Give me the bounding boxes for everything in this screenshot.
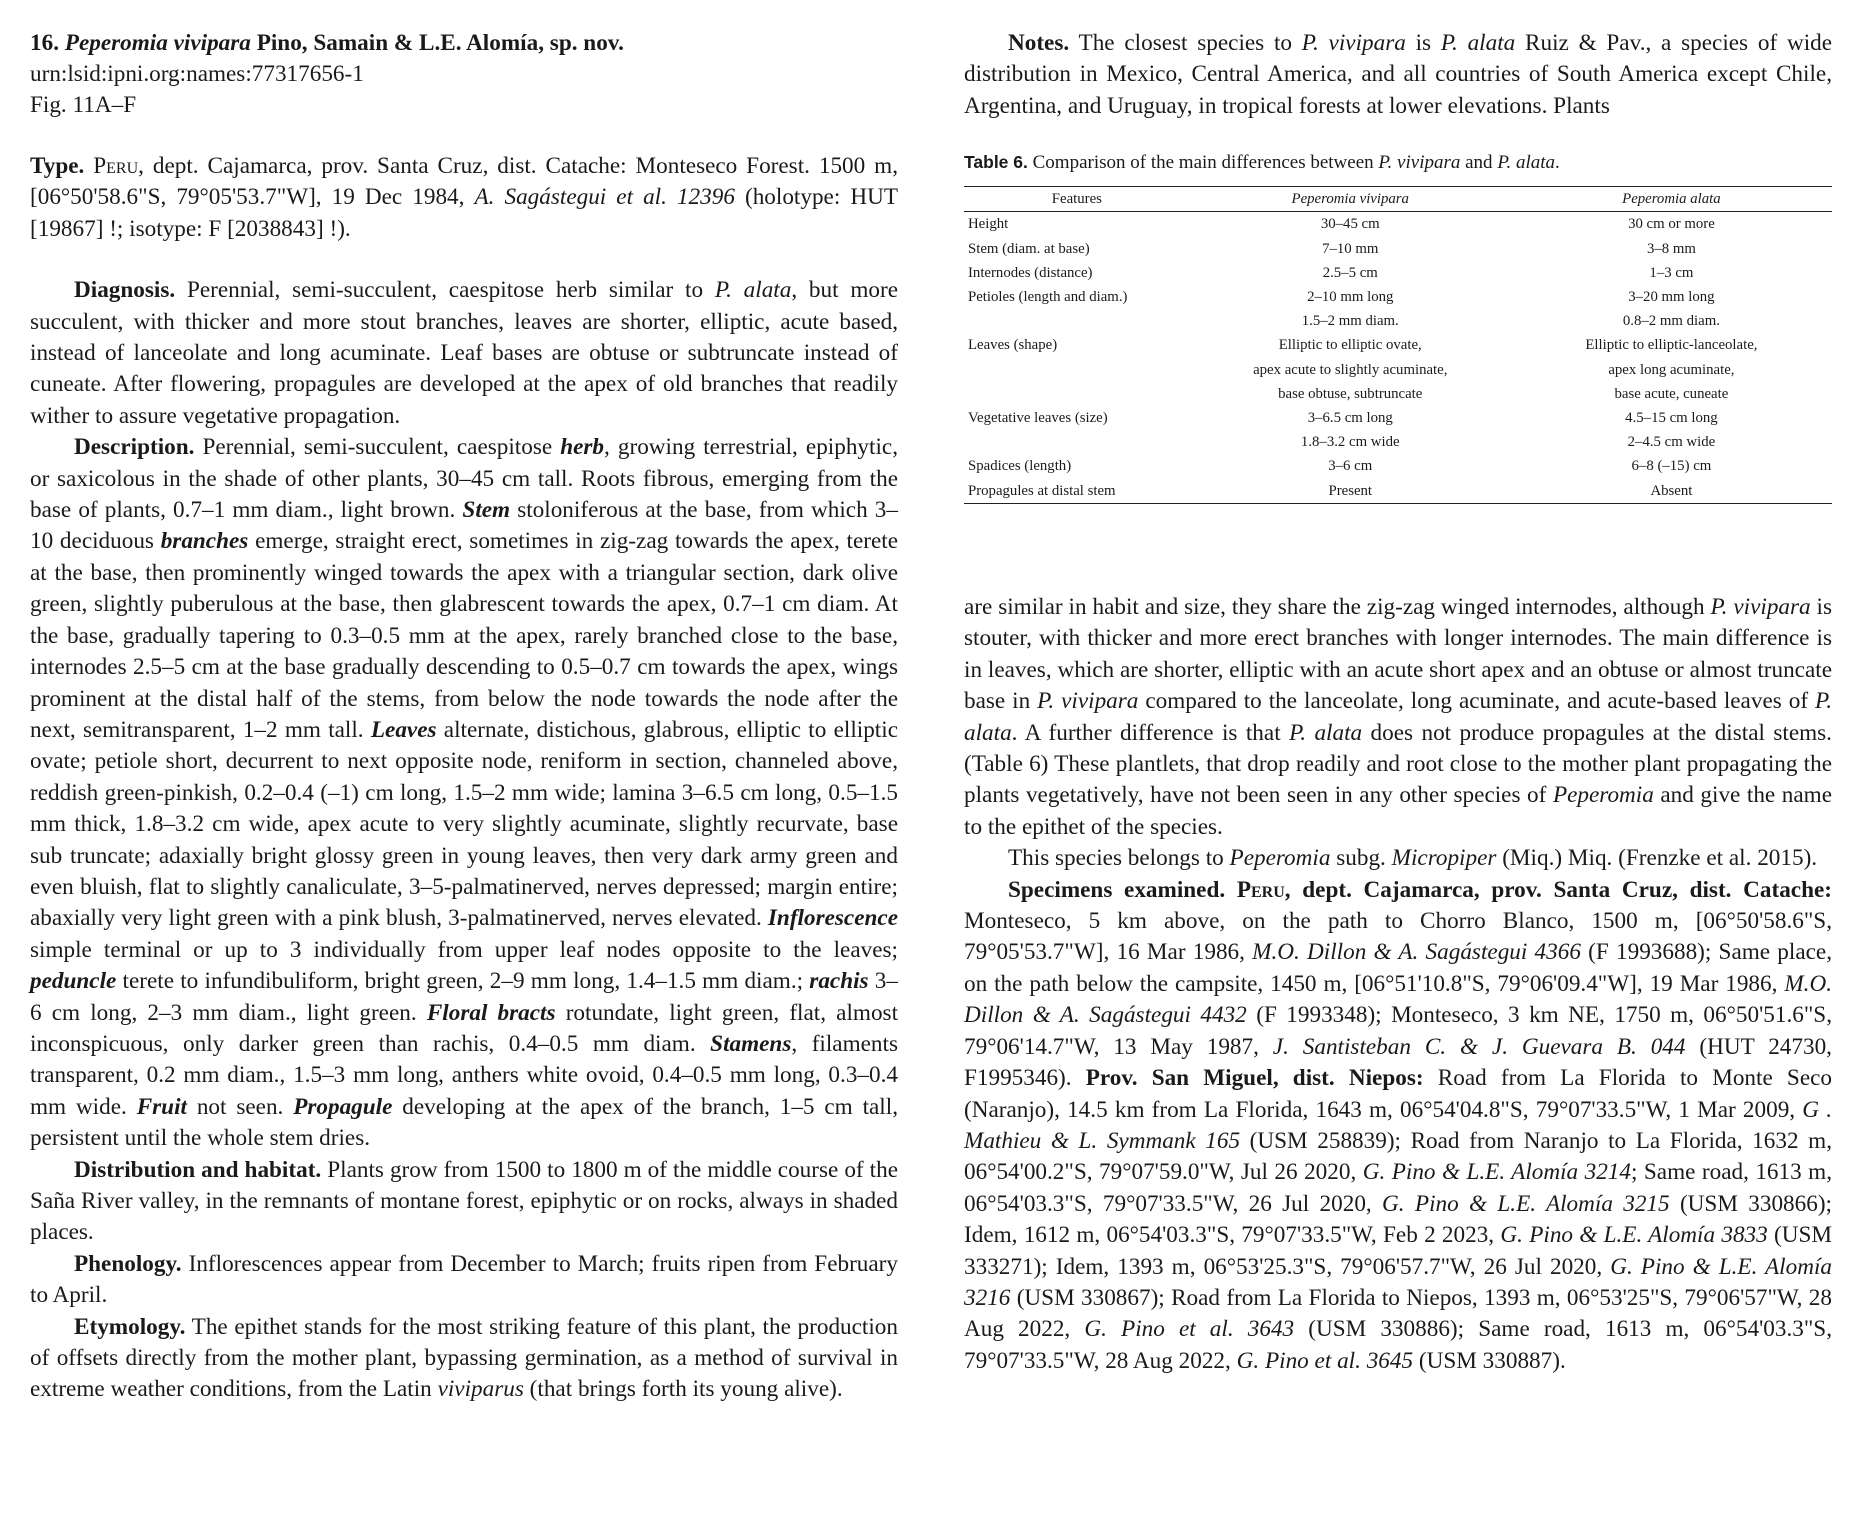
figure-reference: Fig. 11A–F [30, 92, 137, 118]
collector: G. Pino & L.E. Alomía 3214 [1362, 1159, 1631, 1186]
table-cell-feature: Height [968, 216, 1009, 233]
species-ref: P. vivipara [1378, 152, 1461, 174]
table-cell-vivipara: 2.5–5 cm [1322, 264, 1378, 281]
right-body [964, 592, 1832, 1377]
specimens-country: Peru [1236, 876, 1285, 903]
term-propagule: Propagule [293, 1093, 393, 1120]
table-row [964, 382, 1832, 406]
caption-text: and [1460, 152, 1498, 174]
term-leaves: Leaves [370, 716, 437, 743]
table-header-row [964, 187, 1832, 212]
species-ref: P. alata [714, 277, 792, 304]
collector: G. Pino & L.E. Alomía 3215 [1382, 1190, 1670, 1217]
table-body [964, 212, 1832, 503]
table-cell-feature: Stem (diam. at base) [968, 240, 1090, 257]
table-cell-alata: 6–8 (–15) cm [1631, 458, 1712, 475]
collector: G. Pino et al. 3643 [1084, 1316, 1295, 1343]
species-authors: Pino, Samain & L.E. Alomía, sp. nov. [256, 30, 624, 56]
table-row [964, 430, 1832, 454]
specimens-paragraph [964, 875, 1832, 1378]
table-row [964, 309, 1832, 333]
table-cell-vivipara: 7–10 mm [1322, 240, 1379, 257]
notes-paragraph [964, 28, 1832, 122]
caption-text: . [1555, 152, 1560, 174]
genus-ref: Peperomia [1552, 782, 1654, 809]
distribution-label: Distribution and habitat. [74, 1156, 322, 1183]
specimens-text: (USM 333271); Idem, 1393 m, 06°53'25.3"S, 79°06'57.7"W, 26 Jul 2020, [964, 1222, 1832, 1280]
table-row [964, 358, 1832, 382]
description-text: Perennial, semi-succulent, caespitose [194, 434, 561, 461]
notes-continued-paragraph [964, 592, 1832, 843]
table-row [964, 285, 1832, 309]
description-label: Description. [74, 434, 195, 461]
term-rachis: rachis [809, 968, 869, 995]
phenology-label: Phenology. [74, 1250, 182, 1277]
table-cell-feature: Internodes (distance) [968, 264, 1093, 281]
table-cell-feature [964, 358, 1190, 382]
specimens-text: (USM 258839); Road from Naranjo to La Florida, 1632 m, 06°54'00.2"S, 79°07'59.0"W, Jul 26 2020, [964, 1127, 1832, 1186]
table-cell-vivipara: 30–45 cm [1320, 216, 1380, 233]
table-cell-alata: 1–3 cm [1649, 264, 1694, 281]
table-cell-vivipara: 1.5–2 mm diam. [1301, 313, 1399, 330]
term-inflorescence: Inflorescence [767, 905, 898, 932]
table-cell-feature: Spadices (length) [968, 458, 1072, 475]
table-cell-alata: Absent [1511, 479, 1832, 504]
table-cell-alata: 0.8–2 mm diam. [1622, 313, 1720, 330]
table-cell-vivipara: 3–6 cm [1328, 458, 1373, 475]
table-cell-vivipara: Elliptic to elliptic ovate, [1278, 337, 1422, 354]
table-cell-feature [964, 430, 1190, 454]
latin-term: viviparus [437, 1376, 524, 1403]
diagnosis-label: Diagnosis. [74, 277, 176, 304]
type-collector: A. Sagástegui et al. 12396 [474, 184, 735, 211]
table-cell-alata: 4.5–15 cm long [1625, 410, 1718, 427]
term-fruit: Fruit [136, 1093, 187, 1120]
specimens-text: (USM 330866); Idem, 1612 m, 06°54'03.3"S, 79°07'33.5"W, Feb 2 2023, [964, 1190, 1832, 1249]
collector: J. Santisteban C. & J. Guevara B. 044 [1272, 1033, 1686, 1060]
header-alata: Peperomia alata [1511, 187, 1832, 212]
table-row [964, 406, 1832, 430]
table-cell-vivipara: 3–6.5 cm long [1307, 410, 1393, 427]
etymology-text: (that brings forth its young alive). [523, 1376, 843, 1403]
description-text: 3–6 cm long, 2–3 mm diam., light green. [30, 968, 898, 1026]
header-features: Features [964, 187, 1190, 212]
type-text: , dept. Cajamarca, prov. Santa Cruz, dist. Catache: Monteseco Forest. 1500 m, [06°50'58.6"S, 79°05'53.7"W], 19 Dec 1984, [30, 153, 898, 211]
description-text: stoloniferous at the base, from which 3–10 deciduous [30, 497, 898, 555]
table-cell-alata: base acute, cuneate [1614, 385, 1729, 402]
description-text: rotundate, light green, flat, almost inconspicuous, only darker green than rachis, 0.4–0.5 mm diam. [30, 999, 899, 1057]
table-caption [964, 152, 1832, 174]
caption-text: Comparison of the main differences between [1027, 152, 1379, 174]
diagnosis-text: , but more succulent, with thicker and more stout branches, leaves are shorter, elliptic, acute based, instead of lanceolate and long acuminate. Leaf bases are obtuse or subtruncate instead of cuneate. After flowering, propagules are developed at the apex of old branches that readily wither to assure vegetative propagation. [30, 277, 898, 429]
collector: G . Mathieu & L. Symmank 165 [964, 1096, 1832, 1154]
collector: G. Pino et al. 3645 [1236, 1347, 1414, 1374]
term-stamens: Stamens [710, 1030, 792, 1057]
type-paragraph [30, 151, 898, 245]
description-text: simple terminal or up to 3 individually from upper leaf nodes opposite to the leaves; [30, 936, 898, 963]
subgenus-text: (Miq.) Miq. (Frenzke et al. 2015). [1496, 845, 1818, 872]
notes-text: compared to the lanceolate, long acuminate, and acute-based leaves of [1138, 688, 1816, 715]
table-cell-feature: Leaves (shape) [968, 337, 1058, 354]
species-number: 16. [30, 30, 59, 56]
description-paragraph [30, 432, 898, 1154]
notes-text: The closest species to [1069, 30, 1302, 56]
specimens-text: Monteseco, 5 km above, on the path to Chorro Blanco, 1500 m, [06°50'58.6"S, 79°05'53.7"W], 16 Mar 1986, [964, 908, 1832, 966]
etymology-paragraph [30, 1312, 898, 1406]
term-branches: branches [160, 528, 249, 555]
etymology-label: Etymology. [74, 1313, 186, 1340]
table-cell-feature: Petioles (length and diam.) [968, 289, 1128, 306]
phenology-paragraph [30, 1249, 898, 1312]
right-column [964, 28, 1833, 1374]
table-cell-feature [964, 309, 1190, 333]
subgenus-text: subg. [1330, 845, 1392, 872]
notes-text: are similar in habit and size, they share the zig-zag winged internodes, although [964, 594, 1711, 620]
etymology-text: The epithet stands for the most striking feature of this plant, the production of offsets directly from the mother plant, bypassing germination, as a method of survival in extreme weather conditions, from the Latin [30, 1313, 898, 1403]
notes-text: is [1405, 30, 1441, 56]
specimens-text: (F 1993688); Same place, on the path below the campsite, 1450 m, [06°51'10.8"S, 79°06'09.4"W], 19 Mar 1986, [964, 939, 1832, 997]
notes-text: is stouter, with thicker and more erect branches with longer internodes. The main difference is in leaves, which are shorter, elliptic with an acute short apex and an obtuse or almost truncate base in [964, 594, 1833, 715]
table-row [964, 212, 1832, 237]
subgenus-text: This species belongs to [1008, 845, 1230, 872]
specimens-text: (USM 330886); Same road, 1613 m, 06°54'03.3"S, 79°07'33.5"W, 28 Aug 2022, [964, 1316, 1832, 1374]
subgenus-ref: Micropiper [1391, 845, 1497, 872]
specimens-text: Road from La Florida to Monte Seco (Naranjo), 14.5 km from La Florida, 1643 m, 06°54'04.8"S, 79°07'33.5"W, 1 Mar 2009, [964, 1065, 1832, 1123]
lsid: urn:lsid:ipni.org:names:77317656-1 [30, 61, 364, 87]
term-herb: herb [560, 434, 605, 461]
specimens-text: (HUT 24730, F1995346). [964, 1033, 1832, 1092]
table-row [964, 454, 1832, 478]
description-text: emerge, straight erect, sometimes in zig-zag towards the apex, terete at the base, then prominently winged towards the apex with a triangular section, dark olive green, slightly puberulous at the base, then glabrescent towards the apex, 0.7–1 cm diam. At the base, gradually tapering to 0.3–0.5 mm at the apex, rarely branched close to the base, internodes 2.5–5 cm at the base gradually descending to 0.5–0.7 cm towards the apex, wings prominent at the distal half of the stems, from below the node towards the node after the next, semitransparent, 1–2 mm tall. [30, 528, 898, 743]
comparison-table [964, 186, 1832, 504]
specimens-text: ; Same road, 1613 m, 06°54'03.3"S, 79°07'33.5"W, 26 Jul 2020, [964, 1159, 1833, 1217]
notes-text: . A further difference is that [1011, 719, 1290, 746]
species-ref: P. vivipara [1037, 688, 1139, 715]
description-text: , filaments transparent, 0.2 mm diam., 1.5–3 mm long, anthers white ovoid, 0.4–0.5 mm long, 0.3–0.4 mm wide. [30, 1030, 898, 1120]
collector: G. Pino & L.E. Alomía 3216 [964, 1253, 1832, 1311]
specimens-text: (USM 330867); Road from La Florida to Niepos, 1393 m, 06°53'25"S, 79°06'57"W, 28 Aug 2022, [964, 1284, 1832, 1343]
notes-text: does not produce propagules at the distal stems. (Table 6) These plantlets, that drop readily and root close to the mother plant propagating the plants vegetatively, have not been seen in any other species of [964, 719, 1832, 809]
table-label: Table 6. [964, 152, 1028, 173]
collector: M.O. Dillon & A. Sagástegui 4366 [1252, 939, 1581, 966]
species-heading [30, 28, 898, 59]
notes-text: Ruiz & Pav., a species of wide distribution in Mexico, Central America, and all countries of South America except Chile, Argentina, and Uruguay, in tropical forests at lower elevations. Plants [964, 30, 1833, 119]
table-cell-vivipara: Present [1190, 479, 1511, 504]
diagnosis-paragraph [30, 275, 898, 432]
phenology-text: Inflorescences appear from December to March; fruits ripen from February to April. [30, 1250, 898, 1309]
specimens-locality: , dept. Cajamarca, prov. Santa Cruz, dist. Catache: [1284, 876, 1833, 903]
term-stem: Stem [462, 497, 511, 524]
term-peduncle: peduncle [30, 968, 117, 995]
specimens-text: (F 1993348); Monteseco, 3 km NE, 1750 m, 06°50'51.6"S, 79°06'14.7"W, 13 May 1987, [964, 1002, 1832, 1060]
description-text: terete to infundibuliform, bright green, 2–9 mm long, 1.4–1.5 mm diam.; [116, 968, 810, 995]
table-cell-alata: 3–20 mm long [1628, 289, 1715, 306]
table-cell-vivipara: 2–10 mm long [1307, 289, 1394, 306]
table-row [964, 237, 1832, 261]
table-cell-feature: Propagules at distal stem [964, 479, 1190, 504]
table-cell-vivipara: apex acute to slightly acuminate, [1253, 361, 1448, 378]
species-ref: P. vivipara [1710, 594, 1811, 620]
notes-label: Notes. [1008, 30, 1070, 56]
left-column [30, 28, 898, 1406]
species-ref: P. alata [1497, 152, 1556, 174]
type-text-end: (holotype: HUT [19867] !; isotype: F [2038843] !). [30, 184, 898, 242]
type-label: Type. [30, 153, 85, 179]
table-row [964, 261, 1832, 285]
distribution-text: Plants grow from 1500 to 1800 m of the middle course of the Saña River valley, in the remnants of montane forest, epiphytic or on rocks, always in shaded places. [30, 1156, 898, 1246]
species-ref: P. alata [964, 688, 1832, 746]
specimens-text: (USM 330887). [1413, 1347, 1566, 1374]
term-floral-bracts: Floral bracts [426, 999, 556, 1026]
header-vivipara: Peperomia vivipara [1190, 187, 1511, 212]
table-cell-alata: 30 cm or more [1628, 216, 1715, 233]
subgenus-paragraph [964, 843, 1832, 874]
type-country: Peru [93, 153, 139, 179]
specimens-locality: Prov. San Miguel, dist. Niepos: [1085, 1065, 1424, 1092]
species-ref: P. alata [1440, 30, 1516, 56]
collector: M.O. Dillon & A. Sagástegui 4432 [964, 970, 1832, 1029]
diagnosis-text: Perennial, semi-succulent, caespitose herb similar to [175, 277, 715, 304]
table-cell-vivipara: base obtuse, subtruncate [1278, 385, 1423, 402]
species-name: Peperomia vivipara [64, 30, 251, 56]
species-ref: P. vivipara [1301, 30, 1406, 56]
table-cell-alata: Elliptic to elliptic-lanceolate, [1585, 337, 1758, 354]
specimens-label: Specimens examined. [1008, 876, 1226, 903]
table-cell-alata: 3–8 mm [1646, 240, 1696, 257]
description-text: developing at the apex of the branch, 1–5 cm tall, persistent until the whole stem dries. [30, 1093, 898, 1152]
description-text: not seen. [186, 1093, 294, 1120]
table-cell-feature: Vegetative leaves (size) [968, 410, 1108, 427]
table-row [964, 333, 1832, 357]
description-text: , growing terrestrial, epiphytic, or saxicolous in the shade of other plants, 30–45 cm tall. Roots fibrous, emerging from the base of plants, 0.7–1 mm diam., light brown. [30, 434, 898, 524]
table-cell-feature [964, 382, 1190, 406]
distribution-paragraph [30, 1155, 898, 1249]
genus-ref: Peperomia [1229, 845, 1331, 872]
description-text: alternate, distichous, glabrous, elliptic to elliptic ovate; petiole short, decurrent to next opposite node, reniform in section, channeled above, reddish green-pinkish, 0.2–0.4 (–1) cm long, 1.5–2 mm wide; lamina 3–6.5 cm long, 0.5–1.5 mm thick, 1.8–3.2 cm wide, apex acute to very slightly acuminate, slightly recurvate, base sub truncate; adaxially bright glossy green in young leaves, then very dark army green and even bluish, flat to slightly canaliculate, 3–5-palmatinerved, nerves depressed; margin entire; abaxially very light green with a pink blush, 3-palmatinerved, nerves elevated. [30, 716, 898, 932]
table-cell-vivipara: 1.8–3.2 cm wide [1300, 434, 1400, 451]
collector: G. Pino & L.E. Alomía 3833 [1500, 1222, 1768, 1249]
species-ref: P. alata [1289, 719, 1363, 746]
table-cell-alata: 2–4.5 cm wide [1627, 434, 1716, 451]
notes-text: and give the name to the epithet of the species. [964, 782, 1832, 840]
table-row [964, 479, 1832, 504]
table-cell-alata: apex long acuminate, [1608, 361, 1735, 378]
